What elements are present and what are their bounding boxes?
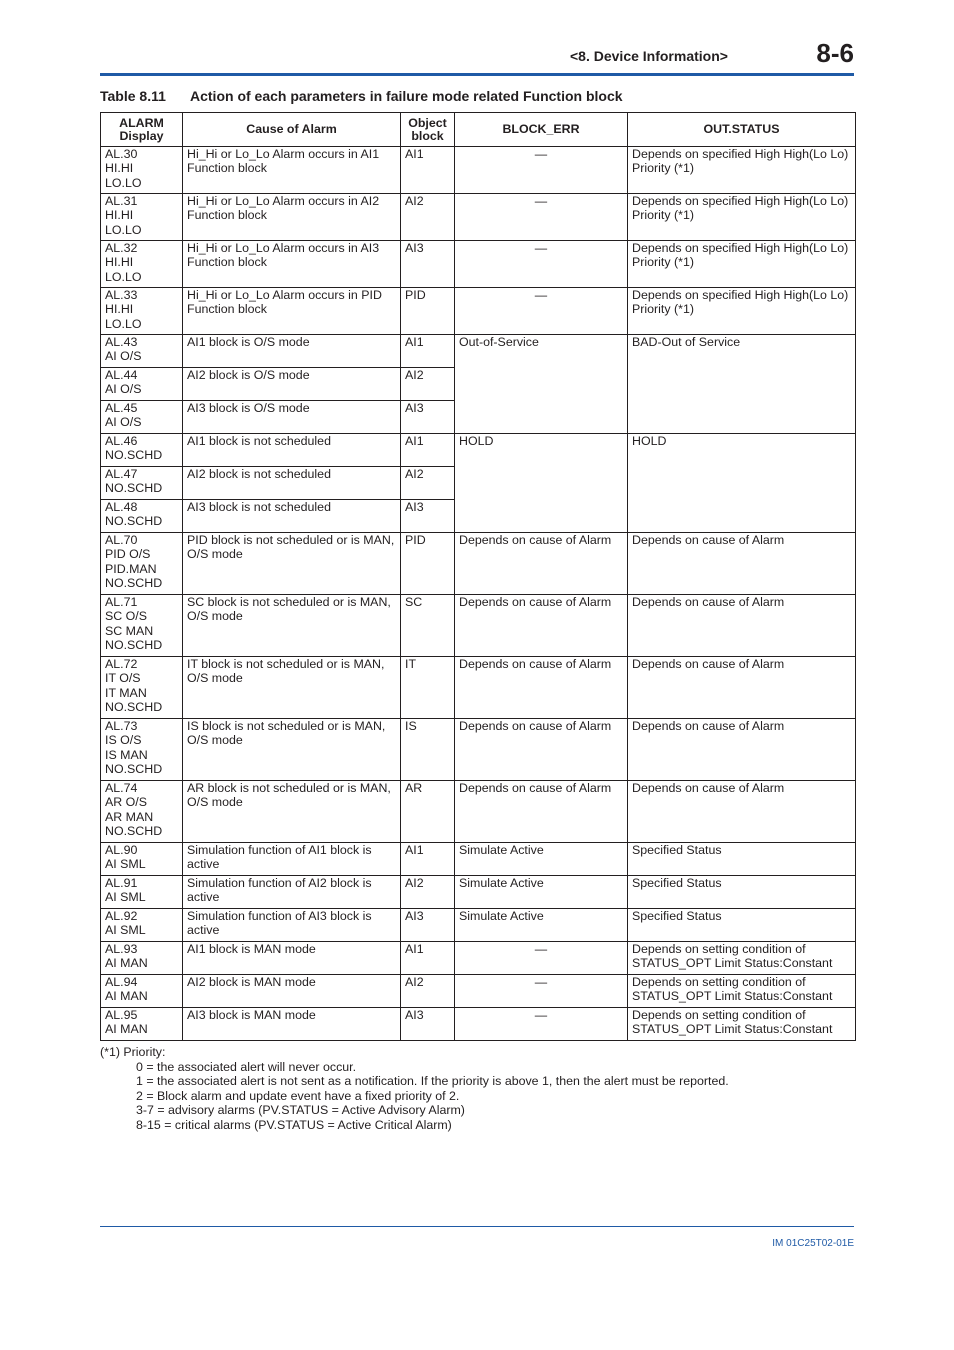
out-status-cell: Specified Status: [628, 876, 856, 909]
out-status-cell: Depends on specified High High(Lo Lo) Priority (*1): [628, 194, 856, 241]
object-block-cell: AI2: [401, 194, 455, 241]
table-row: [101, 335, 856, 368]
block-err-cell: —: [455, 1008, 628, 1041]
table-title: Action of each parameters in failure mode related Function block: [190, 88, 623, 104]
failure-mode-table: [100, 112, 856, 1041]
table-row: [101, 194, 856, 241]
footer-divider: [100, 1226, 854, 1227]
block-err-cell: Depends on cause of Alarm: [455, 657, 628, 719]
out-status-cell: HOLD: [628, 434, 856, 533]
alarm-display-cell: AL.95 AI MAN: [101, 1008, 183, 1041]
table-row: [101, 909, 856, 942]
document-id: IM 01C25T02-01E: [772, 1238, 854, 1249]
object-block-cell: AI3: [401, 500, 455, 533]
cause-cell: AI2 block is MAN mode: [183, 975, 401, 1008]
page-number: 8-6: [816, 38, 854, 68]
table-row: [101, 942, 856, 975]
alarm-display-cell: AL.94 AI MAN: [101, 975, 183, 1008]
table-row: [101, 843, 856, 876]
block-err-cell: Simulate Active: [455, 876, 628, 909]
cause-cell: SC block is not scheduled or is MAN, O/S mode: [183, 595, 401, 657]
block-err-cell: —: [455, 241, 628, 288]
table-row: [101, 288, 856, 335]
table-row: [101, 876, 856, 909]
object-block-cell: SC: [401, 595, 455, 657]
table-number: Table 8.11: [100, 88, 166, 104]
cause-cell: Simulation function of AI2 block is active: [183, 876, 401, 909]
block-err-cell: Depends on cause of Alarm: [455, 719, 628, 781]
cause-cell: Simulation function of AI3 block is active: [183, 909, 401, 942]
block-err-cell: —: [455, 288, 628, 335]
header-alarm-display: ALARM Display: [101, 113, 183, 147]
footnote-item: 3-7 = advisory alarms (PV.STATUS = Active Advisory Alarm): [136, 1103, 465, 1118]
alarm-display-cell: AL.44 AI O/S: [101, 368, 183, 401]
object-block-cell: AI3: [401, 1008, 455, 1041]
object-block-cell: AI3: [401, 241, 455, 288]
alarm-display-cell: AL.45 AI O/S: [101, 401, 183, 434]
table-caption: [100, 88, 623, 104]
object-block-cell: AI1: [401, 147, 455, 194]
cause-cell: PID block is not scheduled or is MAN, O/S mode: [183, 533, 401, 595]
header-object-block: Object block: [401, 113, 455, 147]
alarm-display-cell: AL.91 AI SML: [101, 876, 183, 909]
cause-cell: Hi_Hi or Lo_Lo Alarm occurs in PID Function block: [183, 288, 401, 335]
footnote-item: 1 = the associated alert is not sent as a notification. If the priority is above 1, then the alert must be reported.: [136, 1074, 729, 1089]
alarm-display-cell: AL.32 HI.HI LO.LO: [101, 241, 183, 288]
out-status-cell: Depends on specified High High(Lo Lo) Priority (*1): [628, 288, 856, 335]
alarm-display-cell: AL.31 HI.HI LO.LO: [101, 194, 183, 241]
object-block-cell: IS: [401, 719, 455, 781]
block-err-cell: Out-of-Service: [455, 335, 628, 434]
cause-cell: AR block is not scheduled or is MAN, O/S mode: [183, 781, 401, 843]
table-row: [101, 434, 856, 467]
cause-cell: AI2 block is not scheduled: [183, 467, 401, 500]
cause-cell: AI1 block is not scheduled: [183, 434, 401, 467]
section-title: <8. Device Information>: [570, 48, 728, 64]
cause-cell: AI1 block is MAN mode: [183, 942, 401, 975]
object-block-cell: AI3: [401, 909, 455, 942]
header-cause: Cause of Alarm: [183, 113, 401, 147]
table-row: [101, 595, 856, 657]
out-status-cell: Depends on cause of Alarm: [628, 719, 856, 781]
block-err-cell: —: [455, 147, 628, 194]
object-block-cell: AI3: [401, 401, 455, 434]
footnote-item: 0 = the associated alert will never occur.: [136, 1059, 357, 1074]
alarm-display-cell: AL.90 AI SML: [101, 843, 183, 876]
block-err-cell: —: [455, 942, 628, 975]
out-status-cell: Depends on setting condition of STATUS_OPT Limit Status:Constant: [628, 942, 856, 975]
out-status-cell: Specified Status: [628, 843, 856, 876]
out-status-cell: Depends on cause of Alarm: [628, 533, 856, 595]
alarm-display-cell: AL.71 SC O/S SC MAN NO.SCHD: [101, 595, 183, 657]
alarm-display-cell: AL.47 NO.SCHD: [101, 467, 183, 500]
cause-cell: Simulation function of AI1 block is active: [183, 843, 401, 876]
alarm-display-cell: AL.43 AI O/S: [101, 335, 183, 368]
header-block-err: BLOCK_ERR: [455, 113, 628, 147]
table-row: [101, 781, 856, 843]
table-row: [101, 657, 856, 719]
block-err-cell: Depends on cause of Alarm: [455, 781, 628, 843]
table-row: [101, 719, 856, 781]
table-row: [101, 975, 856, 1008]
object-block-cell: AI1: [401, 335, 455, 368]
alarm-display-cell: AL.33 HI.HI LO.LO: [101, 288, 183, 335]
cause-cell: Hi_Hi or Lo_Lo Alarm occurs in AI3 Function block: [183, 241, 401, 288]
footnote-title: (*1) Priority:: [100, 1045, 166, 1059]
object-block-cell: AI2: [401, 467, 455, 500]
object-block-cell: PID: [401, 533, 455, 595]
object-block-cell: IT: [401, 657, 455, 719]
cause-cell: IS block is not scheduled or is MAN, O/S mode: [183, 719, 401, 781]
cause-cell: IT block is not scheduled or is MAN, O/S mode: [183, 657, 401, 719]
alarm-display-cell: AL.72 IT O/S IT MAN NO.SCHD: [101, 657, 183, 719]
object-block-cell: AI2: [401, 368, 455, 401]
cause-cell: AI3 block is MAN mode: [183, 1008, 401, 1041]
cause-cell: AI3 block is not scheduled: [183, 500, 401, 533]
alarm-display-cell: AL.93 AI MAN: [101, 942, 183, 975]
footnote-item: 8-15 = critical alarms (PV.STATUS = Active Critical Alarm): [136, 1117, 452, 1132]
out-status-cell: Depends on setting condition of STATUS_OPT Limit Status:Constant: [628, 975, 856, 1008]
cause-cell: AI3 block is O/S mode: [183, 401, 401, 434]
out-status-cell: Depends on cause of Alarm: [628, 657, 856, 719]
cause-cell: AI1 block is O/S mode: [183, 335, 401, 368]
block-err-cell: —: [455, 975, 628, 1008]
out-status-cell: Depends on cause of Alarm: [628, 595, 856, 657]
alarm-display-cell: AL.92 AI SML: [101, 909, 183, 942]
out-status-cell: Depends on cause of Alarm: [628, 781, 856, 843]
block-err-cell: Depends on cause of Alarm: [455, 533, 628, 595]
block-err-cell: Simulate Active: [455, 843, 628, 876]
out-status-cell: Depends on specified High High(Lo Lo) Priority (*1): [628, 241, 856, 288]
alarm-display-cell: AL.46 NO.SCHD: [101, 434, 183, 467]
object-block-cell: AI2: [401, 876, 455, 909]
alarm-display-cell: AL.74 AR O/S AR MAN NO.SCHD: [101, 781, 183, 843]
out-status-cell: BAD-Out of Service: [628, 335, 856, 434]
object-block-cell: AI2: [401, 975, 455, 1008]
cause-cell: Hi_Hi or Lo_Lo Alarm occurs in AI1 Function block: [183, 147, 401, 194]
out-status-cell: Depends on setting condition of STATUS_OPT Limit Status:Constant: [628, 1008, 856, 1041]
alarm-display-cell: AL.48 NO.SCHD: [101, 500, 183, 533]
block-err-cell: Depends on cause of Alarm: [455, 595, 628, 657]
out-status-cell: Specified Status: [628, 909, 856, 942]
header-out-status: OUT.STATUS: [628, 113, 856, 147]
cause-cell: Hi_Hi or Lo_Lo Alarm occurs in AI2 Function block: [183, 194, 401, 241]
table-header-row: [101, 113, 856, 147]
footnote: [100, 1045, 729, 1133]
block-err-cell: HOLD: [455, 434, 628, 533]
object-block-cell: AI1: [401, 434, 455, 467]
table-row: [101, 241, 856, 288]
header-divider: [100, 73, 854, 76]
object-block-cell: PID: [401, 288, 455, 335]
footnote-item: 2 = Block alarm and update event have a fixed priority of 2.: [136, 1088, 460, 1103]
table-row: [101, 533, 856, 595]
object-block-cell: AI1: [401, 843, 455, 876]
cause-cell: AI2 block is O/S mode: [183, 368, 401, 401]
block-err-cell: Simulate Active: [455, 909, 628, 942]
table-row: [101, 1008, 856, 1041]
table-row: [101, 147, 856, 194]
out-status-cell: Depends on specified High High(Lo Lo) Priority (*1): [628, 147, 856, 194]
alarm-display-cell: AL.73 IS O/S IS MAN NO.SCHD: [101, 719, 183, 781]
alarm-display-cell: AL.70 PID O/S PID.MAN NO.SCHD: [101, 533, 183, 595]
object-block-cell: AR: [401, 781, 455, 843]
alarm-display-cell: AL.30 HI.HI LO.LO: [101, 147, 183, 194]
block-err-cell: —: [455, 194, 628, 241]
object-block-cell: AI1: [401, 942, 455, 975]
